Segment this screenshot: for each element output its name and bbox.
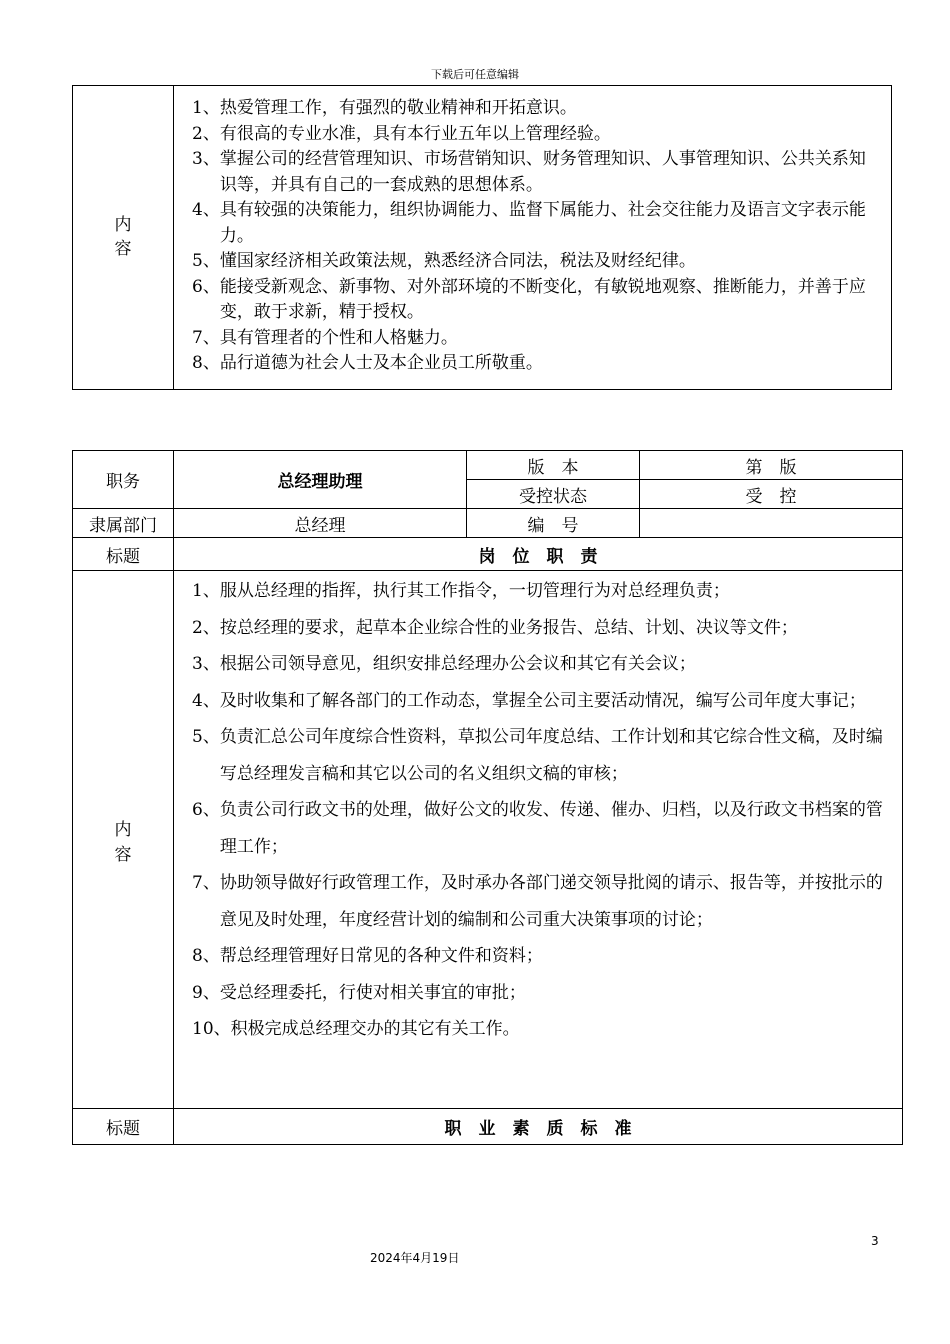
list-item-text: 按总经理的要求，起草本企业综合性的业务报告、总结、计划、决议等文件； xyxy=(219,617,798,638)
list-item-number: 2、 xyxy=(192,123,220,144)
duties-heading: 岗 位 职 责 xyxy=(174,538,903,571)
list-item-text: 协助领导做好行政管理工作，及时承办各部门递交领导批阅的请示、报告等，并按批示的意见及时处理，年度经营计划的编制和公司重大决策事项的讨论； xyxy=(219,873,883,930)
list-item xyxy=(192,198,873,249)
job-description-table xyxy=(72,450,903,1145)
list-item xyxy=(192,96,873,122)
list-item xyxy=(192,351,873,377)
list-item-text: 负责汇总公司年度综合性资料，草拟公司年度总结、工作计划和其它综合性文稿，及时编写总经理发言稿和其它以公司的名义组织文稿的审核； xyxy=(219,727,883,784)
list-item-text: 及时收集和了解各部门的工作动态，掌握全公司主要活动情况，编写公司年度大事记； xyxy=(219,690,866,711)
list-item xyxy=(192,326,873,352)
list-item-number: 5、 xyxy=(192,251,220,271)
quality-heading: 职 业 素 质 标 准 xyxy=(174,1109,903,1145)
control-status-value: 受 控 xyxy=(640,480,903,509)
list-item-text: 热爱管理工作，有强烈的敬业精神和开拓意识。 xyxy=(219,98,577,118)
list-item-text: 帮总经理管理好日常见的各种文件和资料； xyxy=(219,946,543,966)
content-label-line2: 容 xyxy=(114,239,132,260)
list-item-text: 服从总经理的指挥，执行其工作指令，一切管理行为对总经理负责； xyxy=(219,581,730,601)
duties-content-cell xyxy=(174,571,903,1109)
header-note: 下载后可任意编辑 xyxy=(431,68,519,81)
list-item-number: 1、 xyxy=(192,581,220,601)
list-item-number: 7、 xyxy=(192,873,220,893)
title-label: 标题 xyxy=(73,538,174,571)
qualification-list xyxy=(192,96,873,377)
list-item-number: 3、 xyxy=(192,654,220,674)
version-value: 第 版 xyxy=(640,451,903,480)
list-item-number: 4、 xyxy=(192,690,220,711)
page-number: 3 xyxy=(871,1234,879,1248)
list-item-number: 1、 xyxy=(192,98,220,118)
list-item xyxy=(192,865,888,938)
list-item xyxy=(192,683,888,720)
duties-content-label xyxy=(73,571,174,1109)
list-item-text: 积极完成总经理交办的其它有关工作。 xyxy=(230,1019,520,1039)
position-label: 职务 xyxy=(73,451,174,509)
department-value: 总经理 xyxy=(174,509,467,538)
list-item-number: 9、 xyxy=(192,982,220,1003)
list-item-number: 5、 xyxy=(192,727,220,747)
list-item-number: 6、 xyxy=(192,276,220,297)
duties-list xyxy=(192,571,888,1048)
qualification-content-cell xyxy=(174,86,892,390)
list-item-text: 负责公司行政文书的处理，做好公文的收发、传递、催办、归档，以及行政文书档案的管理工作； xyxy=(219,800,883,857)
content-label-line1: 内 xyxy=(114,215,132,236)
department-label: 隶属部门 xyxy=(73,509,174,538)
list-item-text: 懂国家经济相关政策法规，熟悉经济合同法，税法及财经纪律。 xyxy=(219,251,696,271)
list-item xyxy=(192,249,873,275)
list-item-number: 8、 xyxy=(192,353,220,373)
list-item-text: 掌握公司的经营管理知识、市场营销知识、财务管理知识、人事管理知识、公共关系知识等，并具有自己的一套成熟的思想体系。 xyxy=(219,149,866,195)
title-label-2: 标题 xyxy=(73,1109,174,1145)
list-item-text: 受总经理委托，行使对相关事宜的审批； xyxy=(219,982,526,1003)
list-item xyxy=(192,275,873,326)
list-item-number: 2、 xyxy=(192,617,220,638)
position-title: 总经理助理 xyxy=(174,451,467,509)
qualification-table xyxy=(72,85,892,390)
footer-date: 2024年4月19日 xyxy=(370,1251,460,1265)
list-item-text: 具有管理者的个性和人格魅力。 xyxy=(219,327,458,348)
list-item-text: 品行道德为社会人士及本企业员工所敬重。 xyxy=(219,353,543,373)
duties-label-line1: 内 xyxy=(114,819,132,840)
list-item-number: 6、 xyxy=(192,800,220,820)
code-value xyxy=(640,509,903,538)
list-item-text: 具有较强的决策能力，组织协调能力、监督下属能力、社会交往能力及语言文字表示能力。 xyxy=(219,200,866,246)
list-item xyxy=(192,147,873,198)
list-item-number: 4、 xyxy=(192,200,220,220)
list-item-text: 有很高的专业水准，具有本行业五年以上管理经验。 xyxy=(219,123,611,144)
list-item xyxy=(192,646,888,683)
list-item-number: 8、 xyxy=(192,946,220,966)
list-item xyxy=(192,792,888,865)
code-label: 编 号 xyxy=(467,509,640,538)
list-item xyxy=(192,573,888,610)
list-item xyxy=(192,975,888,1012)
control-status-label: 受控状态 xyxy=(467,480,640,509)
list-item-number: 7、 xyxy=(192,327,220,348)
list-item-text: 根据公司领导意见，组织安排总经理办公会议和其它有关会议； xyxy=(219,654,696,674)
list-item xyxy=(192,610,888,647)
list-item xyxy=(192,1011,888,1048)
content-label-cell xyxy=(73,86,174,390)
duties-label-line2: 容 xyxy=(114,844,132,865)
list-item-number: 3、 xyxy=(192,149,220,169)
list-item xyxy=(192,938,888,975)
list-item-number: 10、 xyxy=(192,1019,231,1039)
list-item xyxy=(192,122,873,148)
list-item-text: 能接受新观念、新事物、对外部环境的不断变化，有敏锐地观察、推断能力，并善于应变，敢于求新，精于授权。 xyxy=(219,276,866,322)
list-item xyxy=(192,719,888,792)
version-label: 版 本 xyxy=(467,451,640,480)
